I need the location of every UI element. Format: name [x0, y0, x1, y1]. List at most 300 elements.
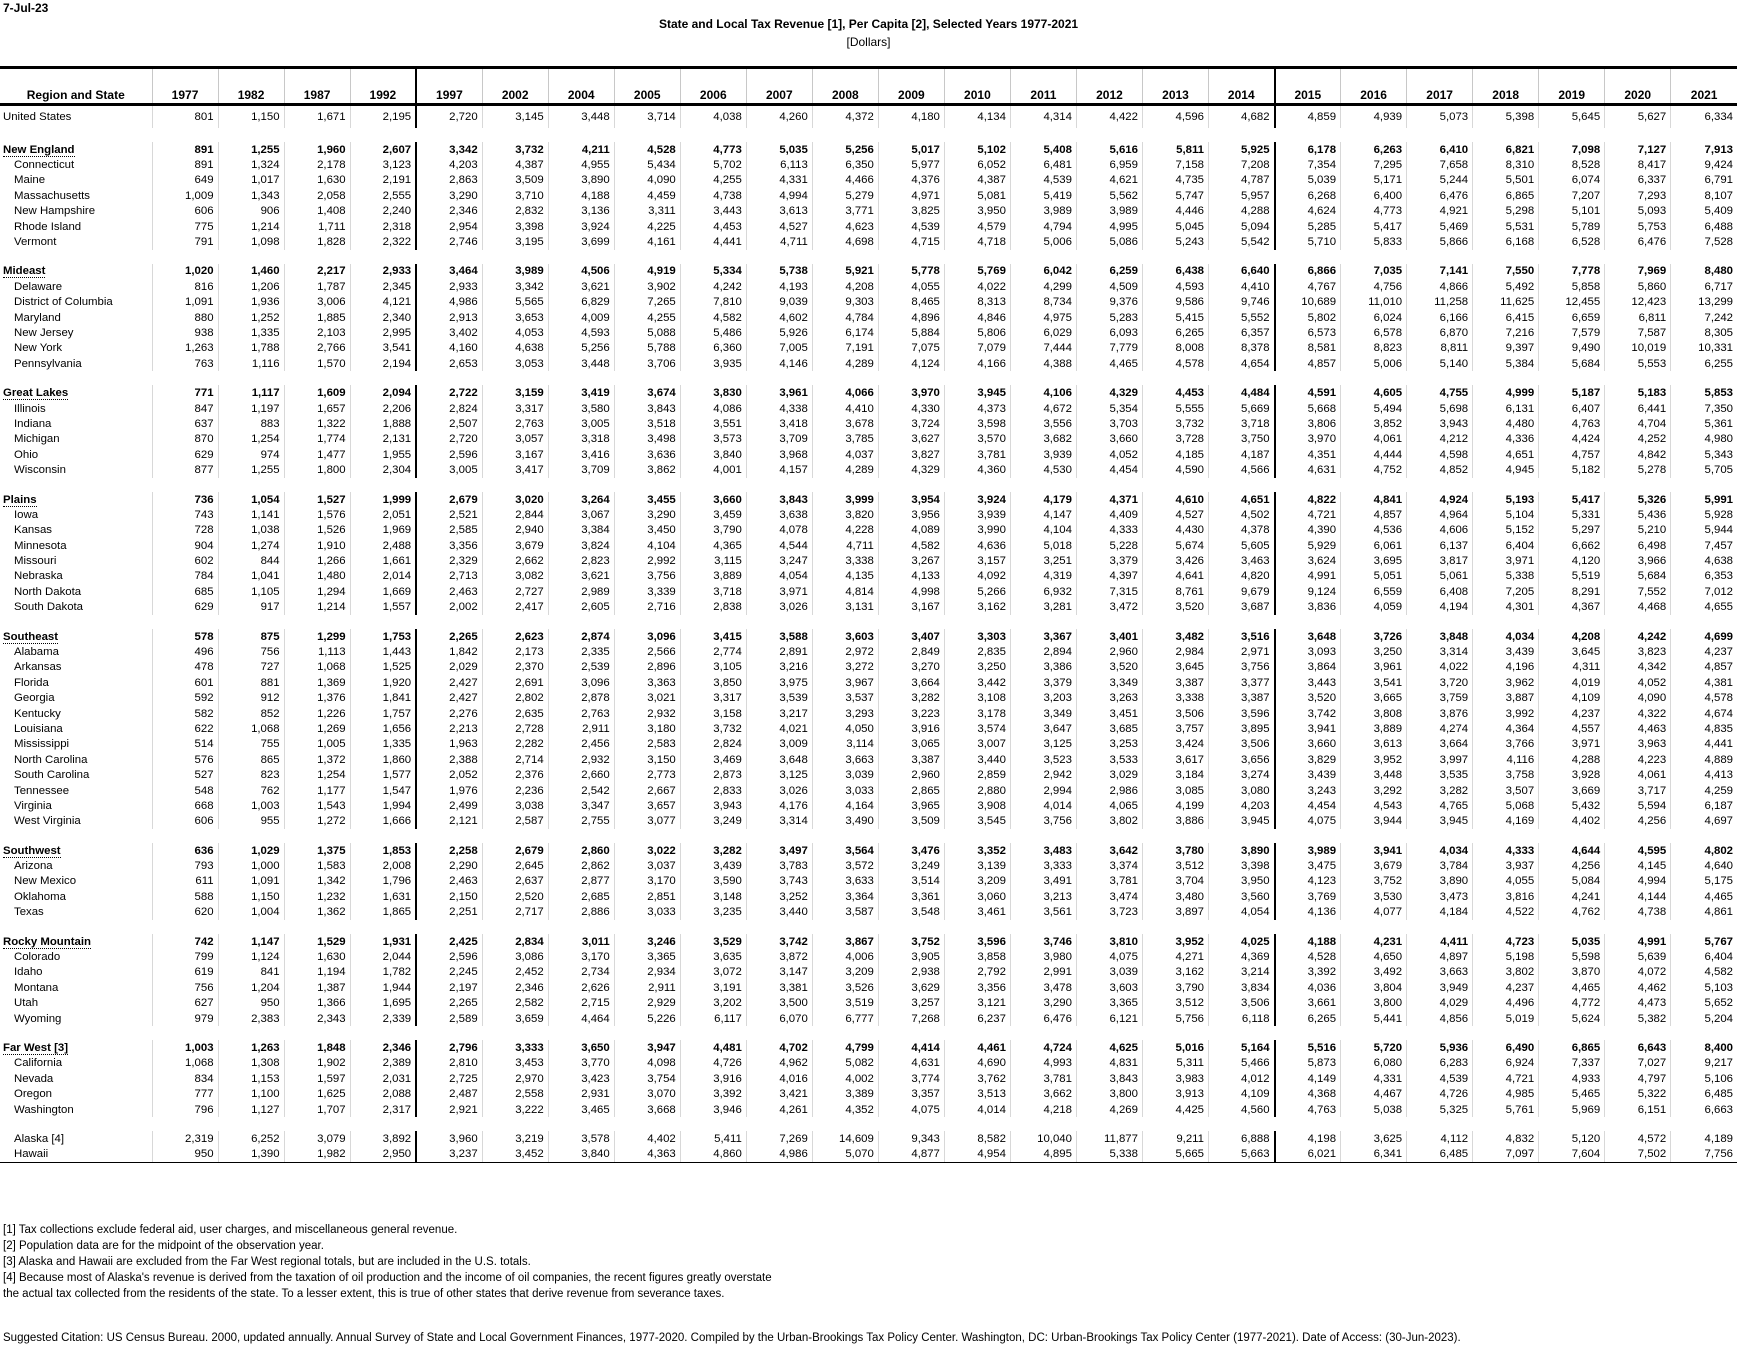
value-cell: 4,738: [1605, 905, 1671, 920]
value-cell: 3,439: [1473, 644, 1539, 659]
value-cell: 5,674: [1142, 538, 1208, 553]
value-cell: 2,991: [1010, 965, 1076, 980]
value-cell: 6,341: [1341, 1147, 1407, 1163]
header-row: [0, 68, 1737, 105]
value-cell: 5,120: [1539, 1131, 1605, 1146]
value-cell: 4,465: [1539, 980, 1605, 995]
value-cell: 685: [152, 584, 218, 599]
state-row: [0, 905, 1737, 920]
value-cell: 1,931: [350, 934, 416, 949]
value-cell: 4,763: [1275, 1102, 1341, 1117]
table-subtitle: [Dollars]: [846, 35, 891, 49]
value-cell: 4,582: [680, 310, 746, 325]
value-cell: 2,838: [680, 600, 746, 615]
state-name: [0, 980, 152, 995]
state-name: [0, 584, 152, 599]
value-cell: 2,388: [416, 752, 482, 767]
value-cell: 2,823: [548, 553, 614, 568]
header-year-2017: 2017: [1407, 68, 1473, 105]
value-cell: 4,579: [944, 219, 1010, 234]
value-cell: 3,827: [878, 447, 944, 462]
value-cell: 2,197: [416, 980, 482, 995]
value-cell: 2,417: [482, 600, 548, 615]
value-cell: 4,104: [614, 538, 680, 553]
value-cell: 2,340: [350, 310, 416, 325]
value-cell: 4,831: [1076, 1056, 1142, 1071]
value-cell: 3,746: [1010, 934, 1076, 949]
header-year-2014: 2014: [1209, 68, 1275, 105]
value-cell: 6,829: [548, 295, 614, 310]
value-cell: 4,255: [680, 173, 746, 188]
us-name-label: United States: [3, 111, 72, 123]
value-cell: 6,168: [1473, 234, 1539, 249]
value-cell: 5,756: [1142, 1011, 1208, 1026]
value-cell: 4,260: [746, 105, 812, 129]
value-cell: 3,039: [812, 767, 878, 782]
value-cell: 3,419: [548, 385, 614, 400]
state-row: [0, 325, 1737, 340]
value-cell: 6,498: [1605, 538, 1671, 553]
value-cell: 1,782: [350, 965, 416, 980]
value-cell: 728: [152, 523, 218, 538]
value-cell: 3,836: [1275, 600, 1341, 615]
header-region-and-state: Region and State: [0, 68, 152, 105]
value-cell: 4,241: [1539, 889, 1605, 904]
value-cell: 5,061: [1407, 569, 1473, 584]
value-cell: 6,178: [1275, 142, 1341, 157]
value-cell: 3,902: [614, 279, 680, 294]
value-cell: 3,970: [878, 385, 944, 400]
region-name-label: New England: [3, 143, 75, 156]
header-year-2006: 2006: [680, 68, 746, 105]
value-cell: 2,933: [416, 279, 482, 294]
value-cell: 1,525: [350, 660, 416, 675]
value-cell: 1,272: [284, 814, 350, 829]
value-cell: 3,876: [1407, 706, 1473, 721]
value-cell: 4,464: [548, 1011, 614, 1026]
value-cell: 4,402: [614, 1131, 680, 1146]
value-cell: 3,474: [1076, 889, 1142, 904]
value-cell: 4,644: [1539, 843, 1605, 858]
value-cell: 4,832: [1473, 1131, 1539, 1146]
value-cell: 4,820: [1209, 569, 1275, 584]
value-cell: 3,121: [944, 996, 1010, 1011]
spacer-cell: [0, 1117, 1737, 1131]
region-name: [0, 492, 152, 507]
value-cell: 3,989: [1076, 204, 1142, 219]
value-cell: 3,928: [1539, 767, 1605, 782]
value-cell: 3,011: [548, 934, 614, 949]
value-cell: 3,890: [1209, 843, 1275, 858]
footnote: [2] Population data are for the midpoint of the observation year.: [3, 1240, 324, 1252]
value-cell: 2,755: [548, 814, 614, 829]
state-name: [0, 1102, 152, 1117]
value-cell: 1,362: [284, 905, 350, 920]
value-cell: 5,553: [1605, 356, 1671, 371]
state-name-label: West Virginia: [14, 815, 81, 828]
value-cell: 3,848: [1407, 629, 1473, 644]
value-cell: 3,817: [1407, 553, 1473, 568]
value-cell: 3,560: [1209, 889, 1275, 904]
state-name-label: Delaware: [14, 280, 63, 293]
header-year-2020: 2020: [1605, 68, 1671, 105]
value-cell: 2,796: [416, 1040, 482, 1055]
value-cell: 3,742: [746, 934, 812, 949]
value-cell: 4,021: [746, 721, 812, 736]
value-cell: 1,005: [284, 737, 350, 752]
value-cell: 5,494: [1341, 401, 1407, 416]
value-cell: 1,153: [218, 1071, 284, 1086]
value-cell: 2,558: [482, 1086, 548, 1101]
state-name: [0, 965, 152, 980]
value-cell: 4,038: [680, 105, 746, 129]
value-cell: 3,407: [878, 629, 944, 644]
value-cell: 9,039: [746, 295, 812, 310]
value-cell: 576: [152, 752, 218, 767]
value-cell: 5,175: [1671, 874, 1737, 889]
value-cell: 4,369: [1209, 949, 1275, 964]
value-cell: 5,338: [1473, 569, 1539, 584]
value-cell: 4,735: [1142, 173, 1208, 188]
value-cell: 2,878: [548, 691, 614, 706]
spacer-row: [0, 478, 1737, 492]
value-cell: 4,135: [812, 569, 878, 584]
value-cell: 2,835: [944, 644, 1010, 659]
value-cell: 6,255: [1671, 356, 1737, 371]
value-cell: 4,180: [878, 105, 944, 129]
value-cell: 5,761: [1473, 1102, 1539, 1117]
state-row: [0, 401, 1737, 416]
region-name-label: Southeast: [3, 630, 59, 643]
value-cell: 2,463: [416, 584, 482, 599]
value-cell: 3,629: [878, 980, 944, 995]
state-name: [0, 767, 152, 782]
value-cell: 1,274: [218, 538, 284, 553]
value-cell: 1,753: [350, 629, 416, 644]
value-cell: 5,977: [878, 157, 944, 172]
value-cell: 1,543: [284, 798, 350, 813]
value-cell: 1,124: [218, 949, 284, 964]
value-cell: 7,075: [878, 341, 944, 356]
value-cell: 1,197: [218, 401, 284, 416]
value-cell: 3,392: [680, 1086, 746, 1101]
state-name-label: Texas: [14, 906, 44, 919]
state-name-label: Arkansas: [14, 661, 62, 674]
value-cell: 3,184: [1142, 767, 1208, 782]
spacer-cell: [0, 371, 1737, 385]
value-cell: 4,203: [1209, 798, 1275, 813]
value-cell: 2,195: [350, 105, 416, 129]
value-cell: 4,193: [746, 279, 812, 294]
value-cell: 2,346: [416, 204, 482, 219]
header-year-2007: 2007: [746, 68, 812, 105]
value-cell: 1,865: [350, 905, 416, 920]
value-cell: 5,244: [1407, 173, 1473, 188]
state-name-label: Washington: [14, 1103, 74, 1116]
value-cell: 588: [152, 889, 218, 904]
value-cell: 4,699: [1671, 629, 1737, 644]
region-row: [0, 1040, 1737, 1055]
value-cell: 4,054: [1209, 905, 1275, 920]
value-cell: 2,008: [350, 858, 416, 873]
value-cell: 1,631: [350, 889, 416, 904]
value-cell: 1,324: [218, 157, 284, 172]
header-year-2009: 2009: [878, 68, 944, 105]
value-cell: 8,581: [1275, 341, 1341, 356]
value-cell: 1,788: [218, 341, 284, 356]
value-cell: 2,566: [614, 644, 680, 659]
state-row: [0, 523, 1737, 538]
spacer-row: [0, 829, 1737, 843]
value-cell: 6,441: [1605, 401, 1671, 416]
value-cell: 5,769: [944, 264, 1010, 279]
value-cell: 4,773: [680, 142, 746, 157]
value-cell: 3,541: [1341, 675, 1407, 690]
value-cell: 8,734: [1010, 295, 1076, 310]
value-cell: 865: [218, 752, 284, 767]
value-cell: 2,456: [548, 737, 614, 752]
value-cell: 1,711: [284, 219, 350, 234]
value-cell: 4,672: [1010, 401, 1076, 416]
value-cell: 3,085: [1142, 783, 1208, 798]
value-cell: 1,787: [284, 279, 350, 294]
value-cell: 4,149: [1275, 1071, 1341, 1086]
value-cell: 7,756: [1671, 1147, 1737, 1163]
value-cell: 5,616: [1076, 142, 1142, 157]
value-cell: 3,150: [614, 752, 680, 767]
value-cell: 3,180: [614, 721, 680, 736]
value-cell: 3,975: [746, 675, 812, 690]
value-cell: 3,682: [1010, 432, 1076, 447]
value-cell: 2,954: [416, 219, 482, 234]
value-cell: 1,669: [350, 584, 416, 599]
value-cell: 3,695: [1341, 553, 1407, 568]
state-row: [0, 1131, 1737, 1146]
value-cell: 834: [152, 1071, 218, 1086]
value-cell: 3,908: [944, 798, 1010, 813]
value-cell: 3,338: [812, 553, 878, 568]
value-cell: 4,053: [482, 325, 548, 340]
value-cell: 6,080: [1341, 1056, 1407, 1071]
value-cell: 2,971: [1209, 644, 1275, 659]
value-cell: 3,363: [614, 675, 680, 690]
value-cell: 3,216: [746, 660, 812, 675]
value-cell: 2,679: [482, 843, 548, 858]
value-cell: 1,299: [284, 629, 350, 644]
value-cell: 3,960: [416, 1131, 482, 1146]
value-cell: 2,194: [350, 356, 416, 371]
value-cell: 6,052: [944, 157, 1010, 172]
value-cell: 3,564: [812, 843, 878, 858]
value-cell: 1,477: [284, 447, 350, 462]
value-cell: 3,989: [1010, 204, 1076, 219]
value-cell: 3,497: [746, 843, 812, 858]
value-cell: 3,214: [1209, 965, 1275, 980]
value-cell: 6,021: [1275, 1147, 1341, 1163]
value-cell: 4,859: [1275, 105, 1341, 129]
value-cell: 4,319: [1010, 569, 1076, 584]
state-name: [0, 1147, 152, 1163]
value-cell: 6,400: [1341, 188, 1407, 203]
state-name: [0, 1056, 152, 1071]
value-cell: 3,021: [614, 691, 680, 706]
citation: Suggested Citation: US Census Bureau. 2000, updated annually. Annual Survey of State and Local Government Finances, 1977-2020. Compiled by the Urban-Brookings Tax Policy Center. Washington, DC: Urban-Brookings Tax Policy Center (1977-2021). Date of Access: (30-Jun-2023).: [3, 1332, 1461, 1344]
value-cell: 3,246: [614, 934, 680, 949]
value-cell: 3,545: [944, 814, 1010, 829]
value-cell: 3,424: [1142, 737, 1208, 752]
value-cell: 3,965: [878, 798, 944, 813]
value-cell: 4,496: [1473, 996, 1539, 1011]
value-cell: 4,066: [812, 385, 878, 400]
value-cell: 4,624: [1275, 204, 1341, 219]
value-cell: 1,000: [218, 858, 284, 873]
value-cell: 4,638: [482, 341, 548, 356]
value-cell: 3,937: [1473, 858, 1539, 873]
state-name-label: Mississippi: [14, 738, 70, 751]
value-cell: 3,780: [1142, 843, 1208, 858]
value-cell: 3,808: [1341, 706, 1407, 721]
value-cell: 5,081: [944, 188, 1010, 203]
value-cell: 3,752: [878, 934, 944, 949]
value-cell: 14,609: [812, 1131, 878, 1146]
state-name-label: Montana: [14, 981, 59, 994]
value-cell: 1,387: [284, 980, 350, 995]
value-cell: 4,223: [1605, 752, 1671, 767]
spacer-cell: [0, 478, 1737, 492]
value-cell: 6,337: [1605, 173, 1671, 188]
state-row: [0, 996, 1737, 1011]
value-cell: 3,237: [416, 1147, 482, 1163]
value-cell: 1,147: [218, 934, 284, 949]
value-cell: 4,985: [1473, 1086, 1539, 1101]
value-cell: 1,038: [218, 523, 284, 538]
state-row: [0, 234, 1737, 249]
value-cell: 1,343: [218, 188, 284, 203]
value-cell: 4,336: [1473, 432, 1539, 447]
value-cell: 2,329: [416, 553, 482, 568]
value-cell: 3,625: [1341, 1131, 1407, 1146]
value-cell: 3,365: [614, 949, 680, 964]
value-cell: 2,773: [614, 767, 680, 782]
header-year-2019: 2019: [1539, 68, 1605, 105]
value-cell: 4,333: [1473, 843, 1539, 858]
value-cell: 8,107: [1671, 188, 1737, 203]
value-cell: 4,797: [1605, 1071, 1671, 1086]
value-cell: 4,289: [812, 462, 878, 477]
value-cell: 5,565: [482, 295, 548, 310]
value-cell: 4,188: [1275, 934, 1341, 949]
value-cell: 5,492: [1473, 279, 1539, 294]
value-cell: 3,944: [1341, 814, 1407, 829]
value-cell: 1,666: [350, 814, 416, 829]
value-cell: 3,367: [1010, 629, 1076, 644]
value-cell: 3,263: [1076, 691, 1142, 706]
value-cell: 3,756: [614, 569, 680, 584]
value-cell: 3,115: [680, 553, 746, 568]
value-cell: 4,022: [1407, 660, 1473, 675]
state-row: [0, 584, 1737, 599]
value-cell: 1,266: [284, 553, 350, 568]
value-cell: 4,975: [1010, 310, 1076, 325]
value-cell: 2,932: [614, 706, 680, 721]
value-cell: 4,473: [1605, 996, 1671, 1011]
value-cell: 6,404: [1473, 538, 1539, 553]
value-cell: 3,347: [548, 798, 614, 813]
value-cell: 5,016: [1142, 1040, 1208, 1055]
value-cell: 4,986: [416, 295, 482, 310]
state-name: [0, 1086, 152, 1101]
value-cell: 4,721: [1275, 507, 1341, 522]
value-cell: 3,314: [746, 814, 812, 829]
value-cell: 6,578: [1341, 325, 1407, 340]
state-name-label: New Hampshire: [14, 205, 96, 218]
value-cell: 4,413: [1671, 767, 1737, 782]
state-row: [0, 295, 1737, 310]
state-name-label: Nebraska: [14, 570, 63, 583]
value-cell: 1,017: [218, 173, 284, 188]
value-cell: 4,752: [1341, 462, 1407, 477]
value-cell: 4,402: [1539, 814, 1605, 829]
value-cell: 1,936: [218, 295, 284, 310]
value-cell: 2,178: [284, 157, 350, 172]
value-cell: 10,331: [1671, 341, 1737, 356]
value-cell: 5,084: [1539, 874, 1605, 889]
state-row: [0, 1086, 1737, 1101]
value-cell: 5,086: [1076, 234, 1142, 249]
value-cell: 5,788: [614, 341, 680, 356]
value-cell: 4,164: [812, 798, 878, 813]
value-cell: 3,966: [1605, 553, 1671, 568]
value-cell: 5,936: [1407, 1040, 1473, 1055]
value-cell: 3,541: [350, 341, 416, 356]
table-body: [0, 105, 1737, 1163]
state-name-label: North Dakota: [14, 585, 82, 598]
header-year-2018: 2018: [1473, 68, 1539, 105]
value-cell: 2,720: [416, 432, 482, 447]
value-cell: 5,969: [1539, 1102, 1605, 1117]
value-cell: 3,830: [680, 385, 746, 400]
value-cell: 7,444: [1010, 341, 1076, 356]
value-cell: 796: [152, 1102, 218, 1117]
value-cell: 1,976: [416, 783, 482, 798]
value-cell: 3,685: [1076, 721, 1142, 736]
value-cell: 4,259: [1671, 783, 1737, 798]
value-cell: 3,292: [1341, 783, 1407, 798]
value-cell: 3,825: [878, 204, 944, 219]
value-cell: 4,208: [1539, 629, 1605, 644]
value-cell: 6,924: [1473, 1056, 1539, 1071]
value-cell: 3,950: [944, 204, 1010, 219]
value-cell: 7,012: [1671, 584, 1737, 599]
value-cell: 3,704: [1142, 874, 1208, 889]
value-cell: 5,019: [1473, 1011, 1539, 1026]
state-name: [0, 814, 152, 829]
value-cell: 3,709: [746, 432, 812, 447]
value-cell: 5,017: [878, 142, 944, 157]
value-cell: 3,989: [1275, 843, 1341, 858]
value-cell: 5,789: [1539, 219, 1605, 234]
value-cell: 4,330: [878, 401, 944, 416]
value-cell: 6,485: [1407, 1147, 1473, 1163]
value-cell: 3,916: [878, 721, 944, 736]
value-cell: 938: [152, 325, 218, 340]
value-cell: 9,343: [878, 1131, 944, 1146]
value-cell: 3,935: [680, 356, 746, 371]
value-cell: 5,409: [1671, 204, 1737, 219]
value-cell: 4,582: [1671, 965, 1737, 980]
value-cell: 3,506: [1142, 706, 1208, 721]
value-cell: 3,783: [746, 858, 812, 873]
